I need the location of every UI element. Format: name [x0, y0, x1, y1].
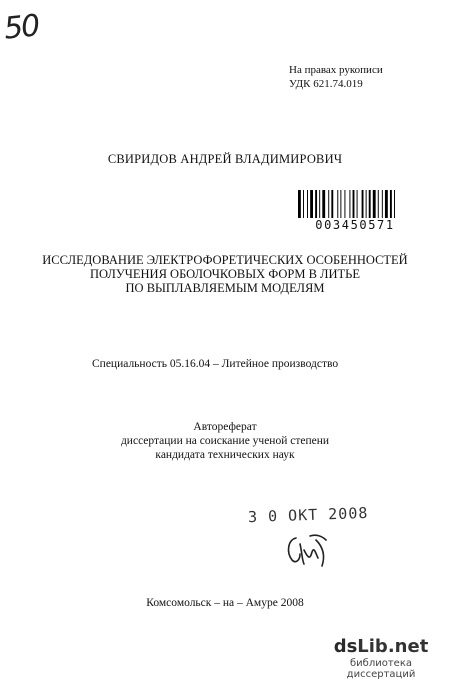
- rights-note-line1: На правах рукописи: [289, 64, 383, 76]
- barcode-bar: [322, 190, 325, 218]
- barcode-bar: [328, 190, 329, 218]
- udc-code: УДК 621.74.019: [289, 78, 363, 90]
- barcode-bar: [390, 190, 392, 218]
- date-stamp: 3 0 ОКТ 2008: [247, 503, 369, 527]
- barcode-bar: [344, 190, 345, 218]
- barcode-bar: [319, 190, 320, 218]
- barcode-bar: [357, 190, 358, 218]
- barcode-bar: [362, 190, 364, 218]
- watermark-logo-ds: ds: [333, 636, 358, 657]
- city-year: Комсомольск – на – Амуре 2008: [146, 597, 304, 609]
- barcode-bar: [340, 190, 341, 218]
- abstract-line-1: Автореферат: [193, 421, 257, 433]
- barcode-bar: [385, 190, 388, 218]
- handwritten-number: 50: [2, 8, 40, 47]
- abstract-line-3: кандидата технических наук: [155, 449, 295, 461]
- abstract-block: [0, 420, 450, 462]
- barcode-bar: [382, 190, 383, 218]
- watermark: [326, 636, 436, 680]
- specialty: Специальность 05.16.04 – Литейное производство: [92, 358, 339, 370]
- barcode-bar: [337, 190, 338, 218]
- watermark-subtitle: библиотека диссертаций: [346, 658, 416, 680]
- title-line-2: ПОЛУЧЕНИЯ ОБОЛОЧКОВЫХ ФОРМ В ЛИТЬЕ: [90, 267, 360, 281]
- barcode-bar: [373, 190, 376, 218]
- title-line-3: ПО ВЫПЛАВЛЯЕМЫМ МОДЕЛЯМ: [125, 281, 325, 295]
- barcode-bar: [394, 190, 395, 218]
- barcode-bar: [369, 190, 371, 218]
- watermark-logo-lib: Lib: [357, 636, 388, 657]
- title-line-1: ИССЛЕДОВАНИЕ ЭЛЕКТРОФОРЕТИЧЕСКИХ ОСОБЕННОСТЕЙ: [42, 253, 408, 267]
- barcode-bar: [310, 190, 313, 218]
- barcode-bar: [303, 190, 304, 218]
- barcode-bar: [349, 190, 350, 218]
- barcode-bar: [315, 190, 317, 218]
- barcode-bar: [378, 190, 379, 218]
- abstract-line-2: диссертации на соискание ученой степени: [120, 435, 330, 447]
- watermark-logo-net: .net: [387, 636, 429, 657]
- dissertation-title: [0, 253, 450, 295]
- barcode-bar: [331, 190, 333, 218]
- barcode-bar: [307, 190, 308, 218]
- barcode-bar: [298, 190, 301, 218]
- watermark-logo: [326, 636, 436, 657]
- signature: [282, 530, 334, 572]
- barcode-bar: [353, 190, 355, 218]
- barcode-number: 003450571: [315, 218, 395, 232]
- barcode: [298, 190, 411, 218]
- author-name: СВИРИДОВ АНДРЕЙ ВЛАДИМИРОВИЧ: [107, 152, 343, 166]
- barcode-bar: [366, 190, 367, 218]
